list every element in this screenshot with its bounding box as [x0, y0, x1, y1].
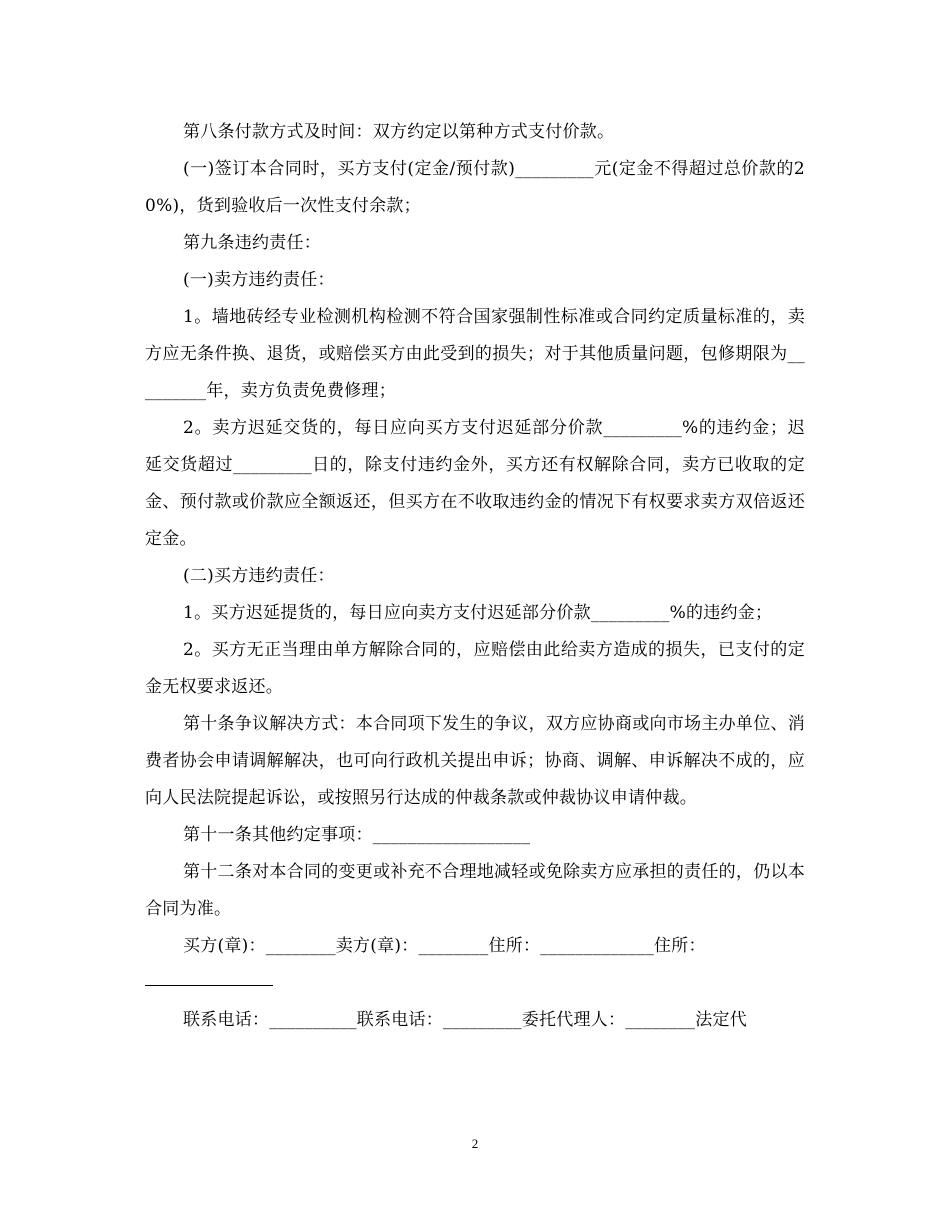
- paragraph-article-12: 第十二条对本合同的变更或补充不合理地减轻或免除卖方应承担的责任的，仍以本合同为准。: [145, 862, 805, 919]
- paragraph-buyer-liability-2: 2。买方无正当理由单方解除合同的，应赔偿由此给卖方造成的损失，已支付的定金无权要求返还。: [145, 640, 805, 697]
- paragraph-seller-liability-heading: (一)卖方违约责任：: [183, 270, 335, 290]
- paragraph-seller-liability-2: 2。卖方迟延交货的，每日应向买方支付迟延部分价款_________%的违约金；迟延交货超过_________日的，除支付违约金外，买方还有权解除合同，卖方已收取的定金、预付款或价款应全额返还，但买方在不收取违约金的情况下有权要求卖方双倍返还定金。: [145, 418, 805, 549]
- address-blank: [145, 985, 273, 986]
- paragraph-article-11: 第十一条其他约定事项：__________________: [183, 825, 531, 845]
- paragraph-article-9: 第九条违约责任：: [183, 233, 321, 253]
- paragraph-signature-parties: 买方(章)：________卖方(章)：________住所：_____________住所：: [183, 936, 706, 956]
- address-blank-line: [145, 965, 805, 1002]
- paragraph-seller-liability-1: 1。墙地砖经专业检测机构检测不符合国家强制性标准或合同约定质量标准的，卖方应无条件换、退货，或赔偿买方由此受到的损失；对于其他质量问题，包修期限为_________年，卖方负责免费修理；: [145, 307, 805, 401]
- paragraph-payment-terms: (一)签订本合同时，买方支付(定金/预付款)_________元(定金不得超过总价款的20%)，货到验收后一次性支付余款；: [145, 159, 805, 216]
- paragraph-contact-info: 联系电话：__________联系电话：_________委托代理人：________法定代: [183, 1010, 747, 1030]
- paragraph-buyer-liability-heading: (二)买方违约责任：: [183, 566, 335, 586]
- paragraph-article-8: 第八条付款方式及时间：双方约定以第种方式支付价款。: [183, 122, 615, 142]
- document-body: [145, 114, 805, 1039]
- paragraph-article-10: 第十条争议解决方式：本合同项下发生的争议，双方应协商或向市场主办单位、消费者协会申请调解解决，也可向行政机关提出申诉；协商、调解、申诉解决不成的，应向人民法院提起诉讼，或按照另行达成的仲裁条款或仲裁协议申请仲裁。: [145, 714, 805, 808]
- page-number: 2: [471, 1136, 479, 1151]
- paragraph-buyer-liability-1: 1。买方迟延提货的，每日应向卖方支付迟延部分价款_________%的违约金；: [183, 603, 773, 623]
